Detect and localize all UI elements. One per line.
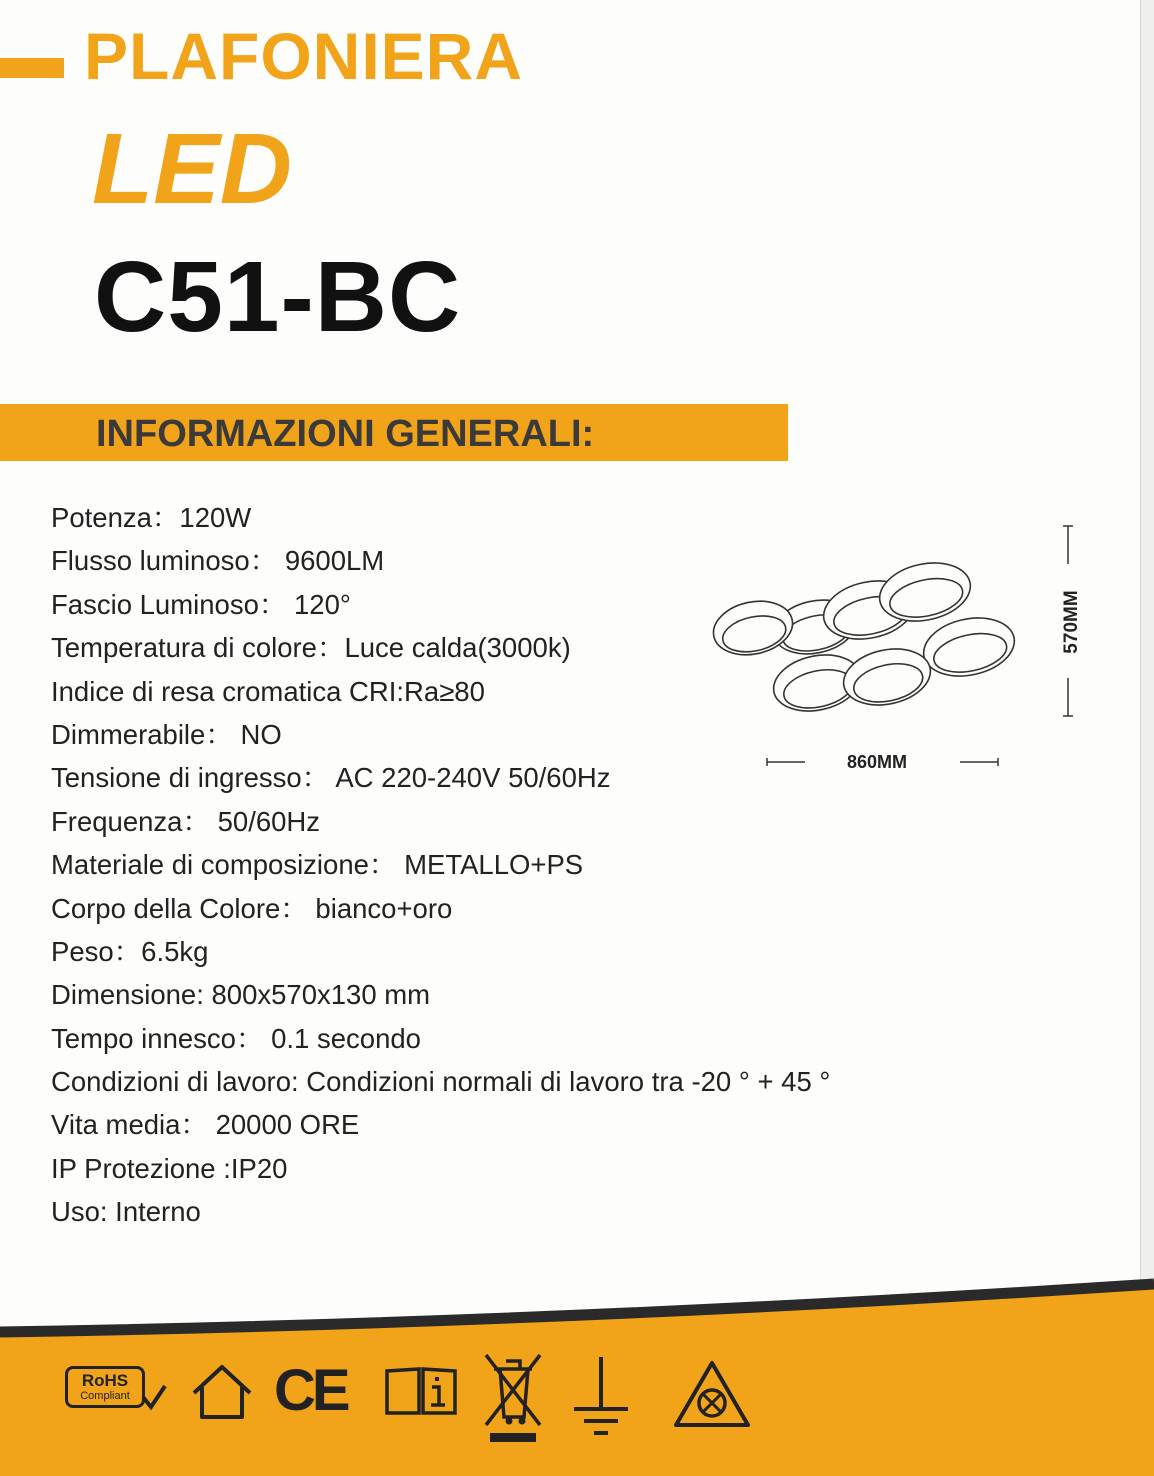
manual-info-icon bbox=[383, 1365, 459, 1417]
spec-item: Indice di resa cromatica CRI:Ra≥80 bbox=[51, 675, 485, 707]
model-code: C51-BC bbox=[94, 241, 462, 353]
lamp-drawing bbox=[708, 555, 1019, 719]
spec-item: Dimensione: 800x570x130 mm bbox=[51, 979, 431, 1011]
title-plafoniera: PLAFONIERA bbox=[84, 19, 523, 93]
page-edge bbox=[1140, 0, 1154, 1476]
spec-item: Dimmerabile： NO bbox=[51, 718, 282, 750]
rohs-sub-label: Compliant bbox=[80, 1390, 130, 1402]
spec-item: Fascio Luminoso： 120° bbox=[51, 588, 351, 620]
spec-item: Uso: Interno bbox=[51, 1196, 201, 1228]
spec-item: Potenza：120W bbox=[51, 502, 252, 533]
rohs-label: RoHS bbox=[81, 1371, 129, 1390]
spec-item: Vita media： 20000 ORE bbox=[51, 1109, 360, 1141]
spec-item: Tensione di ingresso： AC 220-240V 50/60Hz bbox=[51, 762, 611, 794]
certification-icons bbox=[60, 1355, 780, 1455]
spec-item: Flusso luminoso： 9600LM bbox=[51, 545, 385, 577]
height-label: 570MM bbox=[1061, 590, 1082, 654]
spec-item: Frequenza： 50/60Hz bbox=[51, 805, 321, 837]
accent-bar bbox=[0, 58, 64, 78]
spec-item: Peso：6.5kg bbox=[51, 935, 209, 967]
spec-item: IP Protezione :IP20 bbox=[51, 1152, 288, 1184]
width-label: 860MM bbox=[846, 752, 908, 772]
spec-item: Corpo della Colore： bianco+oro bbox=[51, 892, 453, 924]
no-insulation-cover-icon bbox=[672, 1359, 752, 1429]
lamp-dimension-diagram bbox=[705, 520, 1105, 780]
rohs-check-icon bbox=[140, 1383, 168, 1413]
section-title: INFORMAZIONI GENERALI: bbox=[96, 413, 595, 455]
indoor-house-icon bbox=[190, 1363, 254, 1421]
ce-mark-icon: CE bbox=[274, 1358, 347, 1423]
spec-item: Tempo innesco： 0.1 secondo bbox=[51, 1022, 421, 1054]
spec-item: Materiale di composizione： METALLO+PS bbox=[51, 849, 584, 881]
spec-item: Condizioni di lavoro: Condizioni normali di lavoro tra -20 ° + 45 ° bbox=[51, 1066, 831, 1098]
rohs-icon bbox=[65, 1366, 145, 1408]
ground-icon bbox=[568, 1353, 634, 1445]
spec-item: Temperatura di colore：Luce calda(3000k) bbox=[51, 632, 571, 664]
title-led: LED bbox=[92, 113, 292, 225]
weee-bin-icon bbox=[478, 1351, 548, 1447]
